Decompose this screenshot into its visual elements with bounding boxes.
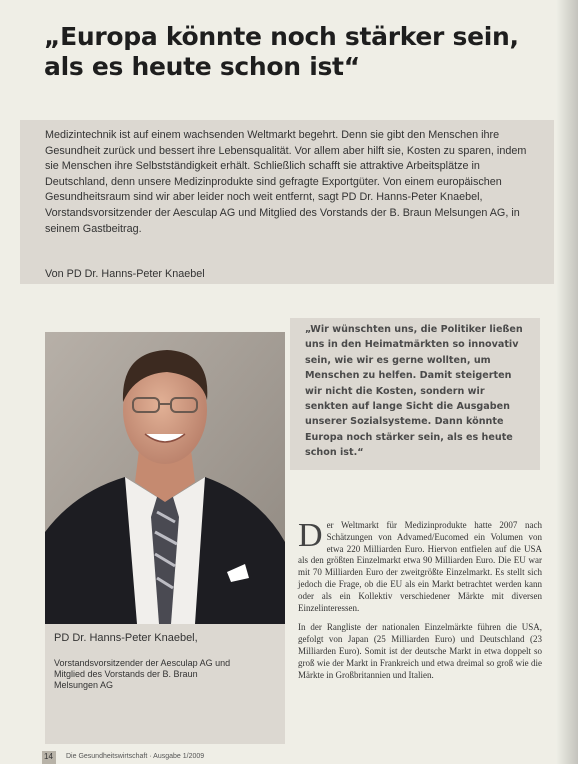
drop-cap: D xyxy=(298,517,323,554)
page-number: 14 xyxy=(44,752,53,761)
portrait-illustration xyxy=(45,332,285,624)
intro-paragraph: Medizintechnik ist auf einem wachsenden Weltmarkt begehrt. Denn sie gibt den Menschen ihre Gesundheit zurück und bessert ihre Lebensqualität. Vor allem aber hilft sie, Kosten zu sparen, indem sie Menschen ihre Selbstständigkeit erhält. Schließlich schafft sie attraktive Arbeitsplätze in Deutschland, denn unsere Medizinprodukte sind gefragte Exportgüter. Von einem europäischen Gesundheitsraum sind wir aber leider noch weit entfernt, sagt PD Dr. Hanns-Peter Knaebel, Vorstandsvorsitzender der Aesculap AG und Mitglied des Vorstands der B. Braun Melsungen AG, in seinem Gastbeitrag. xyxy=(45,129,527,235)
author-portrait-photo xyxy=(45,332,285,624)
pull-quote: „Wir wünschten uns, die Politiker ließen uns in den Heimatmärkten so innovativ sein, wie wir es gerne wollten, um Menschen zu helfen. Damit steigerten wir nicht die Kosten, sondern wir senkten auf lange Sicht die Ausgaben unserer Sozialsysteme. Dann könnte Europa noch stärker sein, als es heute schon ist.“ xyxy=(305,324,523,459)
caption-description: Vorstandsvorsitzender der Aesculap AG und Mitglied des Vorstands der B. Braun Melsungen AG xyxy=(54,658,231,690)
footer-publication: Die Gesundheitswirtschaft · Ausgabe 1/2009 xyxy=(66,753,205,760)
headline-line-2: als es heute schon ist“ xyxy=(44,52,360,81)
article-body xyxy=(298,517,542,689)
page-gutter-shadow xyxy=(556,0,578,764)
author-byline: Von PD Dr. Hanns-Peter Knaebel xyxy=(45,268,205,280)
caption-name: PD Dr. Hanns-Peter Knaebel, xyxy=(54,632,198,644)
article-paragraph-1 xyxy=(298,517,542,614)
article-paragraph-2: In der Rangliste der nationalen Einzelmärkte führen die USA, gefolgt von Japan (25 Milliarden Euro) und Deutschland (23 Milliarden Euro). Somit ist der deutsche Markt in etwa doppelt so groß wie der Markt in Frankreich und etwa dreimal so groß wie die Märkte in Großbritannien und Italien. xyxy=(298,622,542,680)
article-headline xyxy=(44,22,544,82)
article-paragraph-1-text: er Weltmarkt für Medizinprodukte hatte 2007 nach Schätzungen von Advamed/Eucomed ein Volumen von etwa 220 Milliarden Euro. Hiervon entfielen auf die USA als den größten Einzelmarkt etwa 90 Milliarden Euro. Die EU war mit 70 Milliarden Euro der zweitgrößte Einzelmarkt. Es stellt sich jedoch die Frage, ob die EU als ein Markt betrachtet werden kann oder als ein Kollektiv verschiedener Märkte mit diversen Einzelinteressen. xyxy=(298,520,542,613)
headline-line-1: „Europa könnte noch stärker sein, xyxy=(44,22,519,51)
